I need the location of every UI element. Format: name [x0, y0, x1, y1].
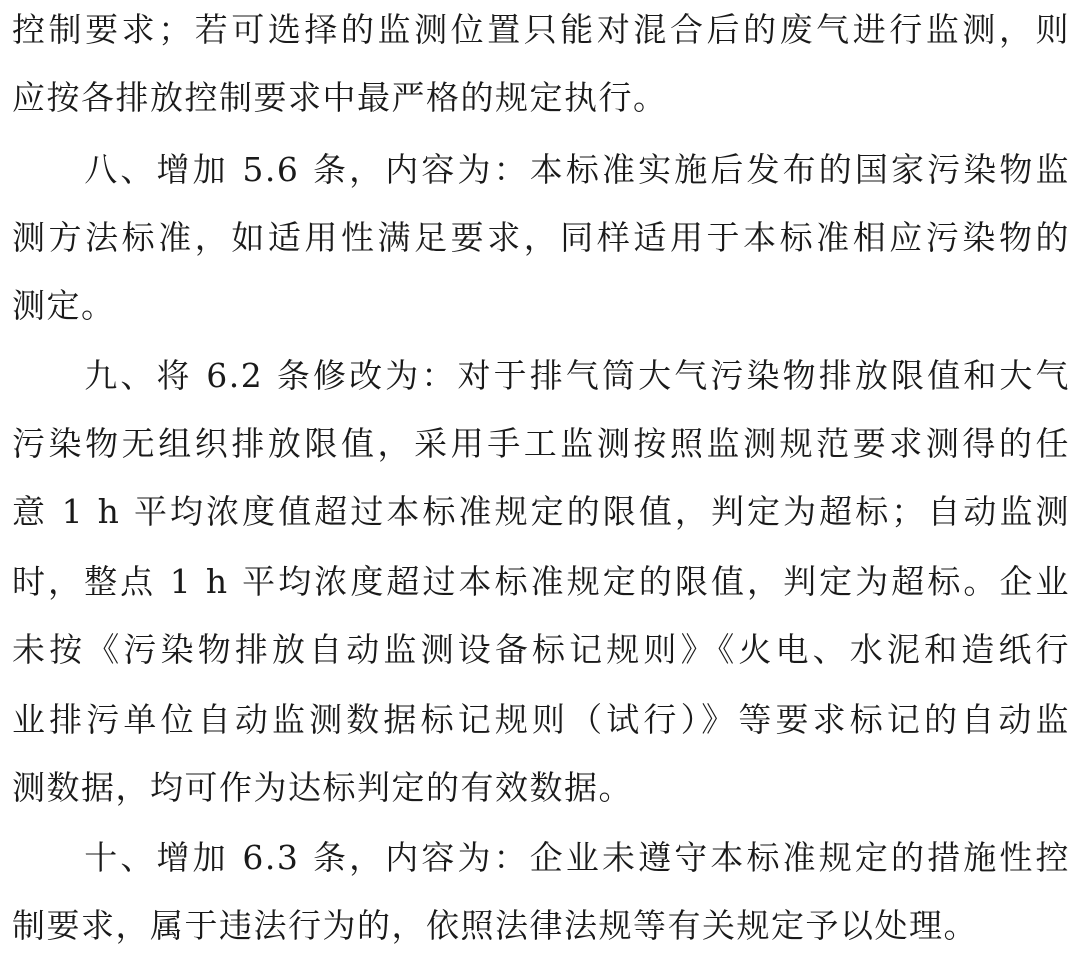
text-line: 测数据，均可作为达标判定的有效数据。 — [12, 768, 633, 807]
text-line: 制要求，属于违法行为的，依照法律法规等有关规定予以处理。 — [12, 906, 978, 945]
text-line: 测方法标准，如适用性满足要求，同样适用于本标准相应污染物的 — [12, 218, 1070, 257]
text-line: 时，整点 1 h 平均浓度超过本标准规定的限值，判定为超标。企业 — [12, 562, 1070, 601]
text-line: 意 1 h 平均浓度值超过本标准规定的限值，判定为超标；自动监测 — [12, 492, 1070, 531]
text-line: 应按各排放控制要求中最严格的规定执行。 — [12, 78, 668, 117]
text-line: 八、增加 5.6 条，内容为：本标准实施后发布的国家污染物监 — [12, 150, 1070, 189]
text-line: 污染物无组织排放限值，采用手工监测按照监测规范要求测得的任 — [12, 424, 1070, 463]
text-line: 九、将 6.2 条修改为：对于排气筒大气污染物排放限值和大气 — [12, 356, 1070, 395]
text-line: 十、增加 6.3 条，内容为：企业未遵守本标准规定的措施性控 — [12, 838, 1070, 877]
text-line: 测定。 — [12, 286, 116, 325]
text-line: 业排污单位自动监测数据标记规则（试行）》等要求标记的自动监 — [12, 700, 1070, 739]
text-line: 未按《污染物排放自动监测设备标记规则》《火电、水泥和造纸行 — [12, 630, 1070, 669]
text-line: 控制要求；若可选择的监测位置只能对混合后的废气进行监测，则 — [12, 10, 1070, 49]
